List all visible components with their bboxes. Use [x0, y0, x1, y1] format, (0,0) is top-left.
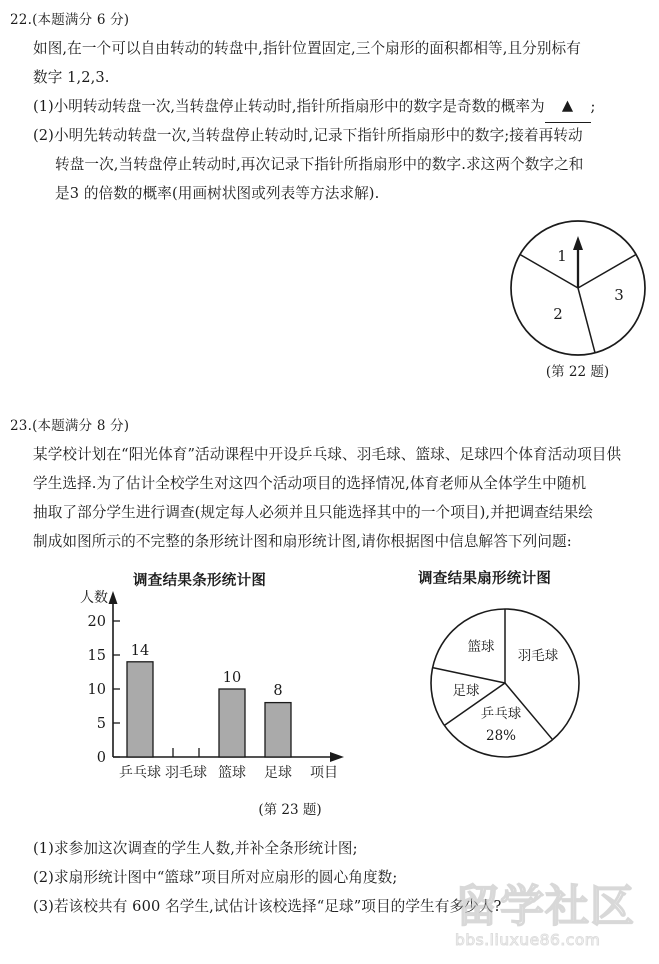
- question-22-part-2-line-1: (2)小明先转动转盘一次,当转盘停止转动时,记录下指针所指扇形中的数字;接着再转动: [33, 127, 583, 144]
- question-23-figure-caption: (第 23 题): [258, 802, 322, 818]
- pie-value-pingpong: 28%: [485, 728, 517, 744]
- bar-soccer: [265, 703, 291, 757]
- spinner-sector-label-1: 1: [557, 247, 567, 265]
- bar-pingpong: [127, 662, 153, 757]
- bar-chart-y-axis-arrow-icon: [109, 591, 118, 604]
- watermark-title: 留学社区: [455, 881, 635, 932]
- bar-value-basketball: 10: [222, 670, 242, 686]
- bar-chart-ytick-20: 20: [87, 614, 106, 630]
- bar-badminton-missing: [173, 748, 199, 757]
- question-23-body-line-4: 制成如图所示的不完整的条形统计图和扇形统计图,请你根据图中信息解答下列问题:: [33, 533, 572, 550]
- bar-chart-ytick-5: 5: [96, 716, 106, 732]
- question-22-body-line-1: 如图,在一个可以自由转动的转盘中,指针位置固定,三个扇形的面积都相等,且分别标有: [33, 40, 581, 57]
- bar-category-badminton: 羽毛球: [165, 765, 207, 781]
- pie-chart-figure: [425, 600, 595, 770]
- question-22-part-1-text: (1)小明转动转盘一次,当转盘停止转动时,指针所指扇形中的数字是奇数的概率为: [33, 98, 545, 115]
- question-23-body-line-2: 学生选择.为了估计全校学生对这四个活动项目的选择情况,体育老师从全体学生中随机: [33, 475, 587, 492]
- question-23-part-2: (2)求扇形统计图中“篮球”项目所对应扇形的圆心角度数;: [33, 869, 398, 886]
- bar-value-pingpong: 14: [130, 643, 150, 659]
- question-22-part-2-line-3: 是3 的倍数的概率(用画树状图或列表等方法求解).: [55, 185, 380, 202]
- bar-chart-ytick-10: 10: [87, 682, 106, 698]
- question-22-body-line-2: 数字 1,2,3.: [33, 69, 110, 86]
- spinner-sector-label-3: 3: [614, 286, 624, 304]
- spinner-sector-label-2: 2: [553, 305, 563, 323]
- question-23-body-line-3: 抽取了部分学生进行调查(规定每人必须并且只能选择其中的一个项目),并把调查结果绘: [33, 504, 593, 521]
- bar-chart-figure: [62, 585, 374, 795]
- question-22-figure-caption: (第 22 题): [545, 364, 610, 380]
- bar-category-pingpong: 乒乓球: [119, 765, 161, 781]
- answer-blank-triangle[interactable]: ▲: [545, 89, 591, 123]
- pie-label-basketball: 篮球: [467, 639, 495, 655]
- pie-label-soccer: 足球: [452, 683, 480, 699]
- question-23-part-1: (1)求参加这次调查的学生人数,并补全条形统计图;: [33, 840, 358, 857]
- bar-chart-x-axis-arrow-icon: [330, 752, 344, 762]
- watermark-url: bbs.liuxue86.com: [455, 931, 601, 949]
- bar-chart-ytick-15: 15: [87, 648, 106, 664]
- question-23-part-3: (3)若该校共有 600 名学生,试估计该校选择“足球”项目的学生有多少人?: [33, 898, 502, 915]
- pie-chart-title: 调查结果扇形统计图: [418, 570, 552, 587]
- bar-chart-title: 调查结果条形统计图: [133, 572, 267, 589]
- pie-label-badminton: 羽毛球: [517, 648, 559, 664]
- bar-chart-y-ticks: [113, 621, 120, 757]
- bar-basketball: [219, 689, 245, 757]
- pie-label-pingpong: 乒乓球: [480, 706, 522, 722]
- bar-chart-ylabel: 人数: [80, 590, 108, 606]
- bar-chart-xlabel: 项目: [310, 765, 338, 781]
- question-22-part-2-line-2: 转盘一次,当转盘停止转动时,再次记录下指针所指扇形中的数字.求这两个数字之和: [55, 156, 584, 173]
- bar-category-basketball: 篮球: [218, 765, 246, 781]
- bar-category-soccer: 足球: [264, 765, 292, 781]
- question-23-number: 23.(本题满分 8 分): [10, 418, 130, 434]
- spinner-figure: [500, 212, 655, 364]
- bar-chart-ytick-0: 0: [96, 750, 106, 766]
- bar-value-soccer: 8: [273, 683, 283, 699]
- question-23-body-line-1: 某学校计划在“阳光体育”活动课程中开设乒乓球、羽毛球、篮球、足球四个体育活动项目供: [33, 446, 622, 463]
- question-22-number: 22.(本题满分 6 分): [10, 12, 130, 28]
- question-22-part-1-suffix: ;: [590, 98, 596, 115]
